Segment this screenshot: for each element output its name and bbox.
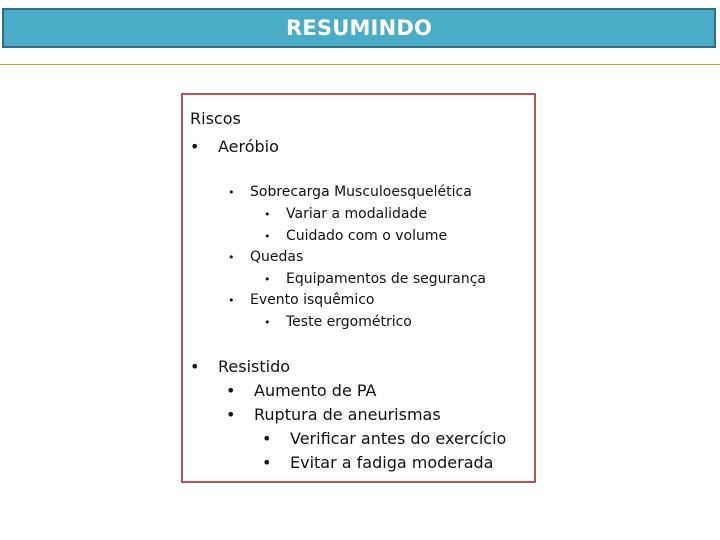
list-item-evitar	[262, 453, 493, 472]
list-item-quedas	[228, 249, 303, 265]
bullet-icon: •	[190, 357, 200, 376]
list-item-label: Verificar antes do exercício	[290, 429, 507, 448]
bullet-icon: •	[228, 186, 235, 199]
list-item-sobrecarga	[228, 184, 472, 200]
title-divider	[0, 64, 720, 65]
risks-heading	[190, 109, 241, 128]
list-item-variar	[264, 206, 427, 222]
list-item-evento	[228, 292, 374, 308]
list-item-equipamentos	[264, 271, 486, 287]
list-item-cuidado	[264, 228, 447, 244]
bullet-icon: •	[190, 137, 200, 156]
list-item-label: Variar a modalidade	[286, 206, 427, 222]
list-item-label: Quedas	[250, 249, 304, 265]
list-item-resistido	[190, 357, 290, 376]
list-item-label: Resistido	[218, 357, 291, 376]
list-item-label: Ruptura de aneurismas	[254, 405, 441, 424]
bullet-icon: •	[262, 429, 272, 448]
bullet-icon: •	[226, 405, 236, 424]
list-item-label: Aumento de PA	[254, 381, 377, 400]
list-item-label: Evitar a fadiga moderada	[290, 453, 494, 472]
bullet-icon: •	[228, 251, 235, 264]
list-item-label: Cuidado com o volume	[286, 228, 448, 244]
risks-heading-text: Riscos	[190, 109, 241, 128]
list-item-teste	[264, 314, 412, 330]
bullet-icon: •	[228, 294, 235, 307]
bullet-icon: •	[264, 273, 271, 286]
list-item-verificar	[262, 429, 506, 448]
list-item-aerobio	[190, 137, 279, 156]
bullet-icon: •	[262, 453, 272, 472]
bullet-icon: •	[226, 381, 236, 400]
list-item-label: Aeróbio	[218, 137, 279, 156]
list-item-label: Teste ergométrico	[286, 314, 412, 330]
list-item-aumento	[226, 381, 376, 400]
bullet-icon: •	[264, 230, 271, 243]
list-item-label: Sobrecarga Musculoesquelética	[250, 184, 472, 200]
title-bar	[2, 8, 716, 48]
bullet-icon: •	[264, 208, 271, 221]
list-item-label: Evento isquêmico	[250, 292, 375, 308]
bullet-icon: •	[264, 316, 271, 329]
list-item-ruptura	[226, 405, 441, 424]
list-item-label: Equipamentos de segurança	[286, 271, 486, 287]
slide-title: RESUMINDO	[285, 16, 433, 40]
